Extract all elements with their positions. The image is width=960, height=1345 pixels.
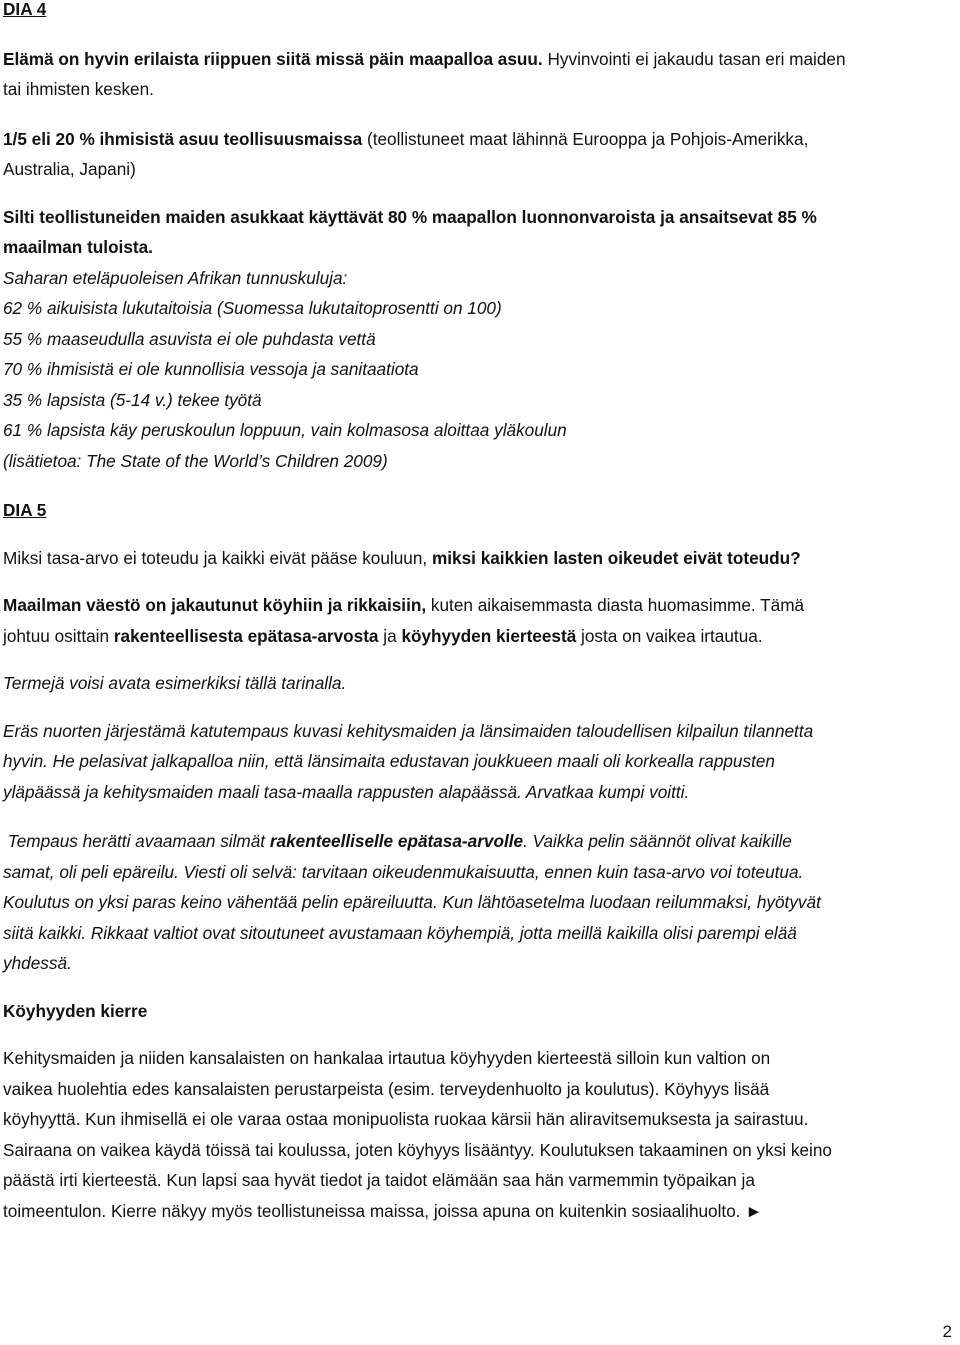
industrial-bold: 1/5 eli 20 % ihmisistä asuu teollisuusmaissa [3, 128, 363, 149]
tempaus-line: samat, oli peli epäreilu. Viesti oli selvä: tarvitaan oikeudenmukaisuutta, ennen kuin tasa-arvo voi toteutua. [3, 861, 804, 882]
kierre-line: vaikea huolehtia edes kansalaisten perustarpeista (esim. terveydenhuolto ja koulutus). Köyhyys lisää [3, 1078, 770, 1099]
poverty-cycle-heading: Köyhyyden kierre [3, 1000, 148, 1021]
terms-intro: Termejä voisi avata esimerkiksi tällä tarinalla. [3, 673, 347, 693]
kierre-line: köyhyyttä. Kun ihmisellä ei ole varaa ostaa monipuolista ruokaa kärsii hän aliravitsemuksesta ja sairastuu. [3, 1109, 809, 1129]
question-line [3, 543, 958, 574]
kierre-line: toimeentulon. Kierre näkyy myös teollistuneissa maissa, joissa apuna on kuitenkin sosiaalihuolto. ► [3, 1200, 763, 1221]
tempaus-line-1 [3, 826, 958, 857]
stat-line: 70 % ihmisistä ei ole kunnollisia vessoja ja sanitaatiota [3, 359, 419, 379]
term-structural-inequality: rakenteelliselle epätasa-arvolle [269, 831, 524, 851]
stats-title: Saharan eteläpuoleisen Afrikan tunnuskuluja: [3, 267, 348, 288]
text-run: ja [378, 625, 402, 646]
story-line: hyvin. He pelasivat jalkapalloa niin, että länsimaita edustavan joukkueen maali oli korkealla rappusten [3, 751, 775, 771]
heading-dia5: DIA 5 [3, 500, 47, 520]
text-run: . Vaikka pelin säännöt olivat kaikille [523, 831, 792, 851]
tempaus-line: siitä kaikki. Rikkaat valtiot ovat sitoutuneet avustamaan köyhempiä, jotta meillä kaikilla olisi parempi elää [3, 922, 797, 943]
question-bold: miksi kaikkien lasten oikeudet eivät toteudu? [431, 547, 801, 568]
story-line: Eräs nuorten järjestämä katutempaus kuvasi kehitysmaiden ja länsimaiden taloudellisen kilpailun tilannetta [3, 720, 814, 741]
population-bold: Maailman väestö on jakautunut köyhiin ja rikkaisiin, [3, 595, 427, 615]
text-run: Tempaus herätti avaamaan silmät [3, 831, 270, 851]
question-plain: Miksi tasa-arvo ei toteudu ja kaikki eivät pääse kouluun, [3, 547, 432, 568]
intro-line-1 [3, 44, 958, 75]
resources-line-2: maailman tuloista. [3, 237, 153, 257]
page-number: 2 [942, 1322, 952, 1341]
term-poverty-cycle: köyhyyden kierteestä [401, 625, 577, 646]
document-page [3, 0, 958, 1226]
resources-line-1: Silti teollistuneiden maiden asukkaat käyttävät 80 % maapallon luonnonvaroista ja ansaitsevat 85 % [3, 206, 817, 227]
population-rest: kuten aikaisemmasta diasta huomasimme. Tämä [426, 595, 805, 615]
kierre-line: Sairaana on vaikea käydä töissä tai koulussa, joten köyhyys lisääntyy. Koulutuksen takaaminen on yksi keino [3, 1139, 832, 1160]
text-run: johtuu osittain [3, 625, 114, 646]
story-line: yläpäässä ja kehitysmaiden maali tasa-maalla rappusten alapäässä. Arvatkaa kumpi voitti. [3, 781, 690, 802]
intro-bold: Elämä on hyvin erilaista riippuen siitä missä päin maapalloa asuu. [3, 48, 543, 69]
stat-line: 55 % maaseudulla asuvista ei ole puhdasta vettä [3, 328, 376, 349]
industrial-line-2: Australia, Japani) [3, 159, 136, 179]
tempaus-line: Koulutus on yksi paras keino vähentää pelin epäreiluutta. Kun lähtöasetelma luodaan reilummaksi, hyötyvät [3, 892, 821, 912]
kierre-line: päästä irti kierteestä. Kun lapsi saa hyvät tiedot ja taidot elämään saa hän varmemmin työpaikan ja [3, 1170, 755, 1190]
heading-dia4: DIA 4 [3, 0, 47, 19]
population-line-1 [3, 590, 958, 621]
stat-line: 61 % lapsista käy peruskoulun loppuun, vain kolmasosa aloittaa yläkoulun [3, 420, 567, 440]
kierre-line: Kehitysmaiden ja niiden kansalaisten on hankalaa irtautua köyhyyden kierteestä silloin kun valtion on [3, 1048, 771, 1068]
intro-rest: Hyvinvointi ei jakaudu tasan eri maiden [542, 48, 846, 69]
industrial-rest: (teollistuneet maat lähinnä Eurooppa ja Pohjois-Amerikka, [362, 128, 809, 149]
intro-line-2: tai ihmisten kesken. [3, 79, 154, 99]
stat-line: 62 % aikuisista lukutaitoisia (Suomessa lukutaitoprosentti on 100) [3, 298, 502, 318]
text-run: josta on vaikea irtautua. [576, 625, 763, 646]
stats-source: (lisätietoa: The State of the World’s Children 2009) [3, 450, 388, 471]
population-line-2 [3, 621, 958, 652]
stat-line: 35 % lapsista (5-14 v.) tekee työtä [3, 389, 262, 410]
industrial-line-1 [3, 124, 958, 155]
term-structural-inequality: rakenteellisesta epätasa-arvosta [113, 625, 379, 646]
tempaus-line: yhdessä. [3, 953, 72, 973]
